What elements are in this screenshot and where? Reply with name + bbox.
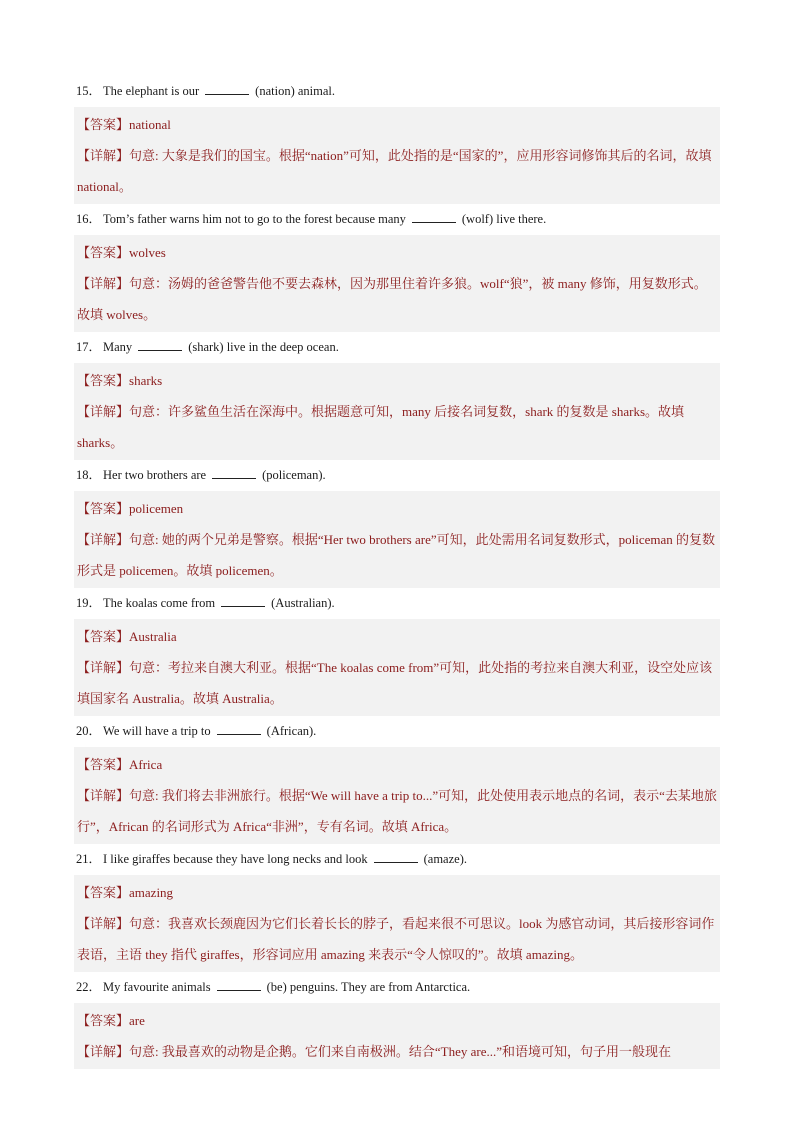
question-text-after: (shark) live in the deep ocean. (188, 340, 339, 354)
answer-line (77, 365, 717, 396)
answer-line (77, 877, 717, 908)
answer-text: Australia (129, 629, 177, 644)
answer-line (77, 237, 717, 268)
question-22 (74, 972, 720, 1003)
answer-line (77, 109, 717, 140)
detail-tag: 【详解】 (77, 660, 130, 675)
question-number: 21． (76, 852, 102, 866)
question-text-after: (African). (266, 724, 317, 738)
answer-line (77, 493, 717, 524)
exercise-list (74, 76, 720, 1069)
detail-text: 句意: 大象是我们的国宝。根据“nation”可知，此处指的是“国家的”，应用形容词修饰其后的名词，故填 national。 (77, 148, 712, 194)
question-number: 20． (76, 724, 102, 738)
question-number: 18． (76, 468, 102, 482)
question-number: 19． (76, 596, 102, 610)
answer-tag: 【答案】 (77, 885, 130, 900)
question-number: 22． (76, 980, 102, 994)
question-text-before: Her two brothers are (103, 468, 207, 482)
question-text-after: (nation) animal. (255, 84, 336, 98)
detail-tag: 【详解】 (77, 1044, 130, 1059)
detail-line (77, 652, 717, 714)
answer-blank (205, 82, 249, 95)
question-16 (74, 204, 720, 235)
detail-line (77, 524, 717, 586)
answer-blank (412, 210, 456, 223)
detail-text: 句意：我喜欢长颈鹿因为它们长着长长的脖子，看起来很不可思议。look 为感官动词，其后接形容词作表语，主语 they 指代 giraffes，形容词应用 amazing 来表示“令人惊叹的”。故填 amazing。 (77, 916, 715, 962)
question-text-after: (amaze). (423, 852, 467, 866)
answer-text: amazing (129, 885, 174, 900)
answer-tag: 【答案】 (77, 1013, 130, 1028)
question-20 (74, 716, 720, 747)
answer-text: wolves (129, 245, 166, 260)
answer-line (77, 1005, 717, 1036)
detail-text: 句意: 我们将去非洲旅行。根据“We will have a trip to...”可知，此处使用表示地点的名词，表示“去某地旅行”，African 的名词形式为 Africa“非洲”，专有名词。故填 Africa。 (77, 788, 717, 834)
question-17 (74, 332, 720, 363)
question-text-after: (wolf) live there. (461, 212, 547, 226)
answer-text: national (129, 117, 171, 132)
detail-line (77, 908, 717, 970)
detail-tag: 【详解】 (77, 276, 130, 291)
answer-tag: 【答案】 (77, 757, 130, 772)
answer-blank (221, 594, 265, 607)
answer-box-21 (74, 875, 720, 972)
question-text-before: I like giraffes because they have long necks and look (103, 852, 368, 866)
question-number: 17． (76, 340, 102, 354)
answer-text: policemen (129, 501, 184, 516)
question-text-after: (Australian). (271, 596, 335, 610)
detail-text: 句意：许多鲨鱼生活在深海中。根据题意可知，many 后接名词复数，shark 的复数是 sharks。故填 sharks。 (77, 404, 685, 450)
detail-text: 句意: 她的两个兄弟是警察。根据“Her two brothers are”可知，此处需用名词复数形式，policeman 的复数形式是 policemen。故填 policemen。 (77, 532, 716, 578)
answer-tag: 【答案】 (77, 373, 130, 388)
question-21 (74, 844, 720, 875)
question-text-before: Tom’s father warns him not to go to the forest because many (103, 212, 406, 226)
question-text-after: (policeman). (262, 468, 326, 482)
answer-tag: 【答案】 (77, 117, 130, 132)
answer-tag: 【答案】 (77, 501, 130, 516)
question-text-before: We will have a trip to (103, 724, 211, 738)
detail-text: 句意: 我最喜欢的动物是企鹅。它们来自南极洲。结合“They are...”和语境可知，句子用一般现在 (129, 1044, 671, 1059)
detail-tag: 【详解】 (77, 404, 130, 419)
question-text-before: The elephant is our (103, 84, 200, 98)
answer-tag: 【答案】 (77, 629, 130, 644)
detail-tag: 【详解】 (77, 788, 130, 803)
detail-line (77, 1036, 717, 1067)
question-15 (74, 76, 720, 107)
answer-blank (374, 850, 418, 863)
answer-box-15 (74, 107, 720, 204)
detail-tag: 【详解】 (77, 148, 130, 163)
detail-line (77, 140, 717, 202)
answer-text: are (129, 1013, 145, 1028)
answer-box-19 (74, 619, 720, 716)
detail-text: 句意：汤姆的爸爸警告他不要去森林，因为那里住着许多狼。wolf“狼”，被 many 修饰，用复数形式。故填 wolves。 (77, 276, 707, 322)
detail-line (77, 268, 717, 330)
answer-box-17 (74, 363, 720, 460)
question-19 (74, 588, 720, 619)
answer-line (77, 749, 717, 780)
answer-box-18 (74, 491, 720, 588)
answer-box-16 (74, 235, 720, 332)
question-number: 16． (76, 212, 102, 226)
question-text-before: My favourite animals (103, 980, 211, 994)
detail-tag: 【详解】 (77, 532, 130, 547)
answer-tag: 【答案】 (77, 245, 130, 260)
question-text-after: (be) penguins. They are from Antarctica. (266, 980, 471, 994)
detail-tag: 【详解】 (77, 916, 130, 931)
answer-blank (217, 722, 261, 735)
answer-blank (138, 338, 182, 351)
question-text-before: Many (103, 340, 133, 354)
answer-blank (212, 466, 256, 479)
question-text-before: The koalas come from (103, 596, 216, 610)
question-18 (74, 460, 720, 491)
question-number: 15． (76, 84, 102, 98)
detail-line (77, 780, 717, 842)
answer-text: Africa (129, 757, 163, 772)
answer-text: sharks (129, 373, 163, 388)
detail-text: 句意：考拉来自澳大利亚。根据“The koalas come from”可知，此处指的考拉来自澳大利亚，设空处应该填国家名 Australia。故填 Australia。 (77, 660, 713, 706)
answer-box-20 (74, 747, 720, 844)
answer-box-22 (74, 1003, 720, 1069)
detail-line (77, 396, 717, 458)
answer-blank (217, 978, 261, 991)
answer-line (77, 621, 717, 652)
